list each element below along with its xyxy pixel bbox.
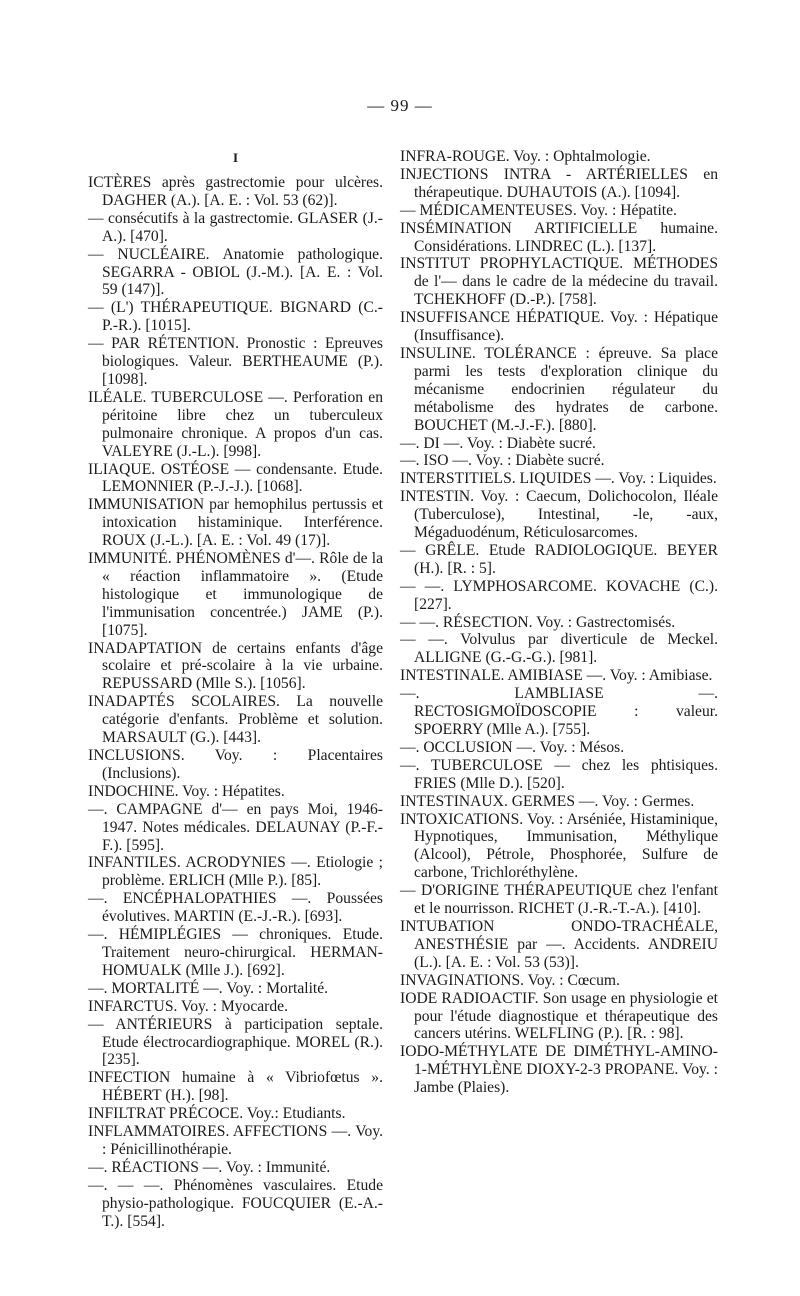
page-number: — 99 — <box>367 96 433 115</box>
index-entry: IMMUNISATION par hemophilus pertussis et intoxication histaminique. Interférence. ROUX (J.-L.). [A. E. : Vol. 49 (17)]. <box>88 496 383 550</box>
index-entry: ILÉALE. TUBERCULOSE —. Perforation en péritoine libre chez un tuberculeux pulmonaire chronique. A propos d'un cas. VALEYRE (J.-L.). [998]. <box>88 388 383 460</box>
index-entry: INTESTINALE. AMIBIASE —. Voy. : Amibiase. <box>400 667 713 685</box>
index-entry: ICTÈRES après gastrectomie pour ulcères. DAGHER (A.). [A. E. : Vol. 53 (62)]. <box>88 174 383 209</box>
index-entry: INDOCHINE. Voy. : Hépatites. <box>88 782 285 800</box>
index-entry: —. CAMPAGNE d'— en pays Moi, 1946-1947. Notes médicales. DELAUNAY (P.-F.-F.). [595]. <box>88 800 383 854</box>
index-entry: INCLUSIONS. Voy. : Placentaires (Inclusions). <box>88 747 383 782</box>
index-entry: INTERSTITIELS. LIQUIDES —. Voy. : Liquides. <box>400 470 717 488</box>
index-entry: —. OCCLUSION —. Voy. : Mésos. <box>400 738 625 756</box>
index-entry: —. MORTALITÉ —. Voy. : Mortalité. <box>88 979 329 997</box>
index-entry: INTESTIN. Voy. : Caecum, Dolichocolon, Iléale (Tuberculose), Intestinal, -le, -aux, Mégaduodénum, Réticulosarcomes. <box>400 488 718 542</box>
index-entry: INFECTION humaine à « Vibriofœtus ». HÉBERT (H.). [98]. <box>88 1069 383 1105</box>
index-entry: INFARCTUS. Voy. : Myocarde. <box>88 997 288 1015</box>
index-entry: INVAGINATIONS. Voy. : Cœcum. <box>400 971 620 989</box>
index-entry: INJECTIONS INTRA - ARTÉRIELLES en thérapeutique. DUHAUTOIS (A.). [1094]. <box>400 165 718 201</box>
index-entry: —. ISO —. Voy. : Diabète sucré. <box>400 452 605 470</box>
index-entry: — —. LYMPHOSARCOME. KOVACHE (C.). [227]. <box>400 577 718 613</box>
index-entry: INTESTINAUX. GERMES —. Voy. : Germes. <box>400 792 695 810</box>
index-entry: — —. Volvulus par diverticule de Meckel. ALLIGNE (G.-G.-G.). [981]. <box>400 631 718 667</box>
index-entry: IMMUNITÉ. PHÉNOMÈNES d'—. Rôle de la « réaction inflammatoire ». (Etude histologique et immunologique de l'immunisation concentrée.) JAME (P.). [1075]. <box>88 550 383 639</box>
index-entry: — NUCLÉAIRE. Anatomie pathologique. SEGARRA - OBIOL (J.-M.). [A. E. : Vol. 59 (147)]. <box>88 245 383 299</box>
index-entry: IODO-MÉTHYLATE DE DIMÉTHYL-AMINO-1-MÉTHYLÈNE DIOXY-2-3 PROPANE. Voy. : Jambe (Plaies). <box>400 1043 718 1097</box>
index-entry: INFANTILES. ACRODYNIES —. Etiologie ; problème. ERLICH (Mlle P.). [85]. <box>88 854 383 890</box>
index-entry: —. LAMBLIASE —. RECTOSIGMOÏDOSCOPIE : valeur. SPOERRY (Mlle A.). [755]. <box>400 685 718 738</box>
index-entry: INSULINE. TOLÉRANCE : épreuve. Sa place parmi les tests d'exploration clinique du mécanisme endocrinien régulateur du métabolisme des hydrates de carbone. BOUCHET (M.-J.-F.). [880]. <box>400 344 718 434</box>
index-entry: INTUBATION ONDO-TRACHÉALE, ANESTHÉSIE par —. Accidents. ANDREIU (L.). [A. E. : Vol. 53 (53)]. <box>400 917 718 971</box>
index-entry: IODE RADIOACTIF. Son usage en physiologie et pour l'étude diagnostique et thérapeutique des cancers utérins. WELFLING (P.). [R. : 98]. <box>400 989 718 1043</box>
index-entry: INSÉMINATION ARTIFICIELLE humaine. Considérations. LINDREC (L.). [137]. <box>400 219 718 255</box>
index-entry: —. ENCÉPHALOPATHIES —. Poussées évolutives. MARTIN (E.-J.-R.). [693]. <box>88 890 383 926</box>
index-entry: INFRA-ROUGE. Voy. : Ophtalmologie. <box>400 148 651 165</box>
right-column <box>400 148 718 1097</box>
index-entry: — GRÊLE. Etude RADIOLOGIQUE. BEYER (H.). [R. : 5]. <box>400 541 718 577</box>
index-entry: —. HÉMIPLÉGIES — chroniques. Etude. Traitement neuro-chirurgical. HERMAN-HOMUALK (Mlle J.). [692]. <box>88 926 383 979</box>
index-entry: —. — —. Phénomènes vasculaires. Etude physio-pathologique. FOUCQUIER (E.-A.-T.). [554]. <box>88 1176 383 1230</box>
index-entry: INTOXICATIONS. Voy. : Arséniée, Histaminique, Hypnotiques, Immunisation, Méthylique (Alcool), Pétrole, Phosphorée, Sulfure de carbone, Trichloréthylène. <box>400 810 718 882</box>
index-entry: INSTITUT PROPHYLACTIQUE. MÉTHODES de l'— dans le cadre de la médecine du travail. TCHEKHOFF (D.-P.). [758]. <box>400 255 718 309</box>
index-entry: INFLAMMATOIRES. AFFECTIONS —. Voy. : Pénicillinothérapie. <box>88 1123 383 1158</box>
index-entry: — (L') THÉRAPEUTIQUE. BIGNARD (C.-P.-R.). [1015]. <box>88 299 383 335</box>
index-entry: —. RÉACTIONS —. Voy. : Immunité. <box>88 1158 331 1176</box>
section-letter: I <box>233 150 239 165</box>
index-entry: INFILTRAT PRÉCOCE. Voy.: Etudiants. <box>88 1105 346 1123</box>
index-entry: INSUFFISANCE HÉPATIQUE. Voy. : Hépatique (Insuffisance). <box>400 309 718 345</box>
index-entry: — ANTÉRIEURS à participation septale. Etude électrocardiographique. MOREL (R.). [235]. <box>88 1015 383 1069</box>
index-entry: —. TUBERCULOSE — chez les phtisiques. FRIES (Mlle D.). [520]. <box>400 756 718 792</box>
index-entry: —. DI —. Voy. : Diabète sucré. <box>400 434 596 452</box>
index-entry: — —. RÉSECTION. Voy. : Gastrectomisés. <box>400 613 676 631</box>
index-entry: INADAPTATION de certains enfants d'âge scolaire et pré-scolaire à la vie urbaine. REPUSSARD (Mlle S.). [1056]. <box>88 639 383 693</box>
index-entry: ILIAQUE. OSTÉOSE — condensante. Etude. LEMONNIER (P.-J.-J.). [1068]. <box>88 460 383 496</box>
left-column <box>88 174 383 1230</box>
index-entry: INADAPTÉS SCOLAIRES. La nouvelle catégorie d'enfants. Problème et solution. MARSAULT (G.). [443]. <box>88 693 383 747</box>
index-entry: — PAR RÉTENTION. Pronostic : Epreuves biologiques. Valeur. BERTHEAUME (P.). [1098]. <box>88 335 383 388</box>
index-entry: — consécutifs à la gastrectomie. GLASER (J.-A.). [470]. <box>88 209 383 245</box>
index-entry: — D'ORIGINE THÉRAPEUTIQUE chez l'enfant et le nourrisson. RICHET (J.-R.-T.-A.). [410]. <box>400 882 718 918</box>
index-entry: — MÉDICAMENTEUSES. Voy. : Hépatite. <box>400 201 677 219</box>
